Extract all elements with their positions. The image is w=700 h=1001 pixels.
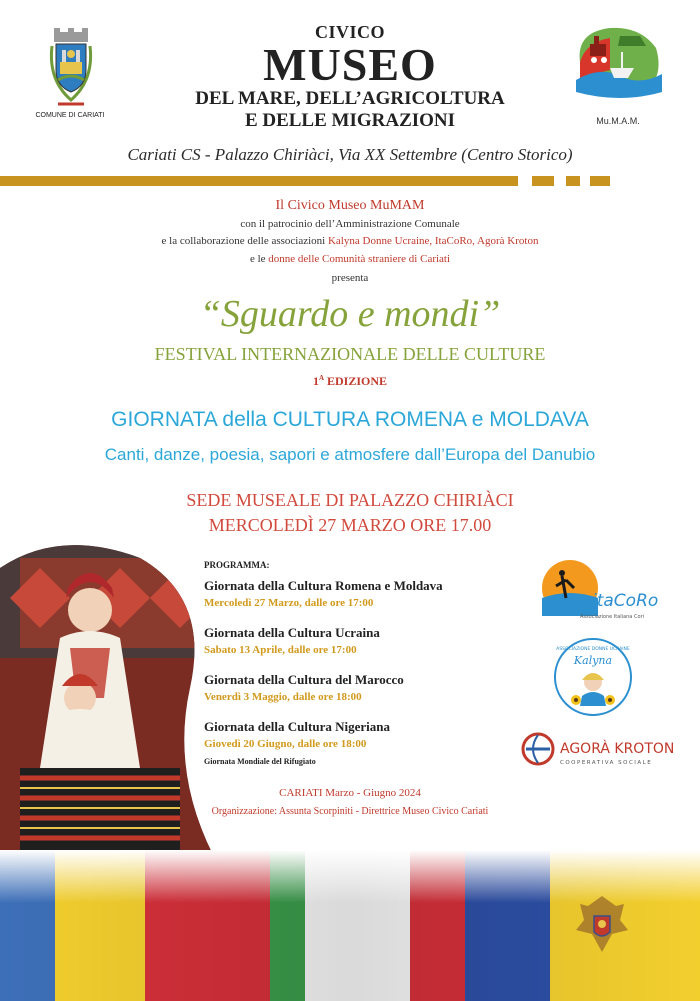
agora-name: AGORÀ KROTON [560,741,675,757]
header-civico: CIVICO [314,22,385,42]
intro-line4-highlight: donne delle Comunità straniere di Cariati [268,253,451,265]
event-edition [0,374,700,389]
program-item-name: Giornata della Cultura Ucraina [204,625,380,640]
intro-line1: Il Civico Museo MuMAM [275,198,425,213]
event-day-title: GIORNATA della CULTURA ROMENA e MOLDAVA [111,408,589,431]
kalyna-name: Kalyna [573,654,613,667]
intro-line4 [0,253,700,265]
itacoro-logo-icon [540,558,659,624]
edition-superscript: A [318,374,325,382]
agora-tagline: COOPERATIVA SOCIALE [560,760,653,766]
program-item-date: Mercoledì 27 Marzo, dalle ore 17:00 [204,597,374,609]
program-item-date: Sabato 13 Aprile, dalle ore 17:00 [204,644,357,656]
program-item-date: Venerdì 3 Maggio, dalle ore 18:00 [204,691,362,703]
edition-number: 1 [312,374,319,388]
header-subtitle-line2: E DELLE MIGRAZIONI [244,110,456,131]
event-festival: FESTIVAL INTERNAZIONALE DELLE CULTURE [154,344,546,364]
program-item-name: Giornata della Cultura Romena e Moldava [204,578,443,593]
intro-line3-orgs: Kalyna Donne Ucraine, ItaCoRo, Agorà Kroton [327,235,539,247]
itacoro-tagline: Associazione Italiana Cori [580,614,644,620]
event-title: “Sguardo e mondi” [199,293,501,335]
program-item [204,672,404,703]
header-address: Cariati CS - Palazzo Chiriàci, Via XX Settembre (Centro Storico) [127,145,573,164]
folk-costume-photo [0,538,235,873]
gold-divider-block [590,176,610,186]
edition-label: EDIZIONE [327,374,388,388]
program-item-name: Giornata della Cultura del Marocco [204,672,404,687]
intro-line3 [0,235,700,247]
program-heading: PROGRAMMA: [204,560,270,570]
event-datetime: MERCOLEDÌ 27 MARZO ORE 17.00 [208,515,492,535]
intro-line2: con il patrocinio dell’Amministrazione Comunale [240,218,460,230]
footer-dates: CARIATI Marzo - Giugno 2024 [279,787,421,799]
program-note: Giornata Mondiale del Rifugiato [204,757,316,766]
mumam-logo-label: Mu.M.A.M. [596,116,640,126]
program-item-date: Giovedì 20 Giugno, dalle ore 18:00 [204,738,367,750]
intro-line5: presenta [331,272,369,284]
footer-organizer: Organizzazione: Assunta Scorpiniti - Direttrice Museo Civico Cariati [211,806,489,817]
program-item [204,719,390,750]
intro-line4-prefix: e le [249,253,269,265]
header-subtitle-line1: DEL MARE, DELL’AGRICOLTURA [195,88,505,109]
header-museo: MUSEO [263,39,437,90]
program-item [204,578,443,609]
itacoro-name: itaCoRo [592,591,659,611]
gold-divider-block [566,176,580,186]
municipality-label: COMUNE DI CARIATI [35,112,105,119]
kalyna-top-text: ASSOCIAZIONE DONNE UCRAINE [556,647,630,652]
program-item-name: Giornata della Cultura Nigeriana [204,719,390,734]
event-day-subtitle: Canti, danze, poesia, sapori e atmosfere dall’Europa del Danubio [104,445,596,464]
program-item [204,625,380,656]
intro-line3-prefix: e la collaborazione delle associazioni [161,235,328,247]
event-venue: SEDE MUSEALE DI PALAZZO CHIRIÀCI [186,490,514,510]
agora-kroton-logo-icon [520,730,675,768]
moldova-coat-of-arms-icon [572,890,632,960]
gold-divider-block [532,176,554,186]
kalyna-logo-icon [552,636,634,718]
gold-divider [0,176,518,186]
